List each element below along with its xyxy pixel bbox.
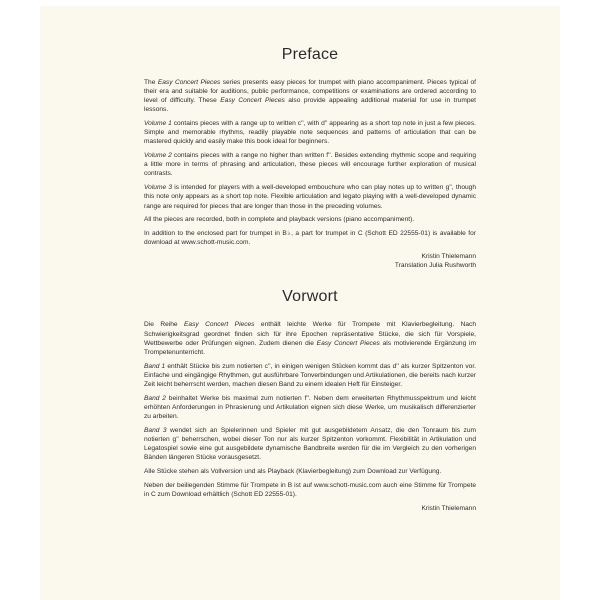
vorwort-paragraph-band3 (144, 426, 476, 462)
preface-paragraph-volume1 (144, 119, 476, 146)
preface-signature (144, 252, 476, 270)
band3-text: wendet sich an Spielerinnen und Spieler mit gut ausgebildetem Ansatz, die den Tonraum bis zum notierten g'' beherrschen, wobei dieser Ton nur als kurzer Spitzenton vorkommt. Flexibilität in Artikulation und Legatospiel sowie eine gut ausgebildete dynamische Bandbreite werden für die im Vergleich zu den vorherigen Bänden längeren Stücke vorausgesetzt. (144, 426, 476, 462)
author-name: Kristin Thielemann (421, 253, 476, 261)
vorwort-paragraph-recordings: Alle Stücke stehen als Vollversion und als Playback (Klavierbegleitung) zum Download zur Verfügung. (144, 467, 442, 475)
series-title-italic: Easy Concert Pieces (316, 339, 380, 347)
band2-label: Band 2 (144, 394, 166, 402)
vorwort-intro-text-b: enthält leichte Werke für Trompete mit Klavierbegleitung. Nach Schwierigkeitsgrad geordnet finden sich für ihre Epochen repräsentative Stücke, die sich für Vorspiele, Wettbewerbe oder Prüfungen eignen. Zudem dienen die (144, 321, 476, 347)
series-title-italic: Easy Concert Pieces (157, 79, 221, 86)
series-title-italic: Easy Concert Pieces (184, 321, 255, 329)
preface-intro-text-b: series presents easy pieces for trumpet with piano accompaniment. Pieces typical of their era and suitable for auditions, public performance, competitions or examinations are ordered according to level of difficulty. These (144, 79, 476, 105)
translator-name: Translation Julia Rushworth (394, 262, 476, 270)
volume2-label: Volume 2 (144, 152, 172, 160)
volume3-text: is intended for players with a well-developed embouchure who can play notes up to written g'', though this note only appears as a short top note. Flexible articulation and legato playing with a well-developed dynamic range are required for pieces that are longer than those in the preceding volumes. (144, 184, 476, 210)
band1-label: Band 1 (144, 362, 166, 370)
preface-paragraph-intro (144, 78, 476, 114)
vorwort-signature (144, 504, 476, 513)
band3-label: Band 3 (144, 426, 167, 434)
band2-text: beinhaltet Werke bis maximal zum notierten f''. Neben dem erweiterten Rhythmusspektrum und leicht erhöhten Anforderungen in Phrasierung und Artikulation eignen sich diese Werke, um musikalisch differenzierter zu arbeiten. (144, 394, 476, 420)
vorwort-paragraph-band2 (144, 394, 476, 421)
document-page (40, 6, 560, 600)
vorwort-intro-text-c: als motivierende Ergänzung im Trompetenunterricht. (144, 339, 477, 356)
vorwort-title: Vorwort (282, 288, 338, 306)
band1-text: enthält Stücke bis zum notierten c'', in einigen wenigen Stücken kommt das d'' als kurzer Spitzenton vor. Einfache und eingängige Rhythmen, gut ausführbare Tonverbindungen und Artikulationen, die bereits nach kurzer Zeit leicht beherrscht werden, machen diesen Band zu einem idealen Heft für Einsteiger. (144, 362, 476, 388)
volume2-text: contains pieces with a range no higher than written f''. Besides extending rhythmic scope and requiring a little more in terms of phrasing and articulation, these pieces will encourage further exploration of musical contrasts. (144, 152, 476, 178)
volume1-label: Volume 1 (144, 120, 172, 128)
series-title-italic: Easy Concert Pieces (220, 97, 285, 105)
preface-paragraph-download: In addition to the enclosed part for trumpet in B♭, a part for trumpet in C (Schott ED 22555-01) is available for download at www.schott-music.com. (144, 230, 476, 247)
vorwort-paragraph-download: Neben der beiliegenden Stimme für Trompete in B ist auf www.schott-music.com auch eine Stimme für Trompete in C zum Download erhältlich (Schott ED 22555-01). (144, 481, 476, 498)
volume3-label: Volume 3 (144, 184, 172, 192)
vorwort-paragraph-intro (144, 320, 476, 356)
preface-title: Preface (281, 46, 339, 63)
preface-intro-text-a: The (144, 79, 158, 86)
author-name: Kristin Thielemann (421, 504, 476, 512)
preface-intro-text-c: also provide appealing additional material for use in trumpet lessons. (144, 97, 476, 114)
volume1-text: contains pieces with a range up to written c'', with d'' appearing as a short top note in just a few pieces. Simple and memorable rhythms, readily playable note sequences and patterns of articulation that can be mastered quickly and easily make this book ideal for beginners. (144, 120, 476, 146)
preface-paragraph-recordings: All the pieces are recorded, both in complete and playback versions (piano accompaniment). (144, 216, 415, 224)
preface-paragraph-volume3 (144, 183, 476, 210)
preface-paragraph-volume2 (144, 151, 476, 178)
vorwort-paragraph-band1 (144, 362, 476, 389)
vorwort-intro-text-a: Die Reihe (144, 321, 185, 329)
